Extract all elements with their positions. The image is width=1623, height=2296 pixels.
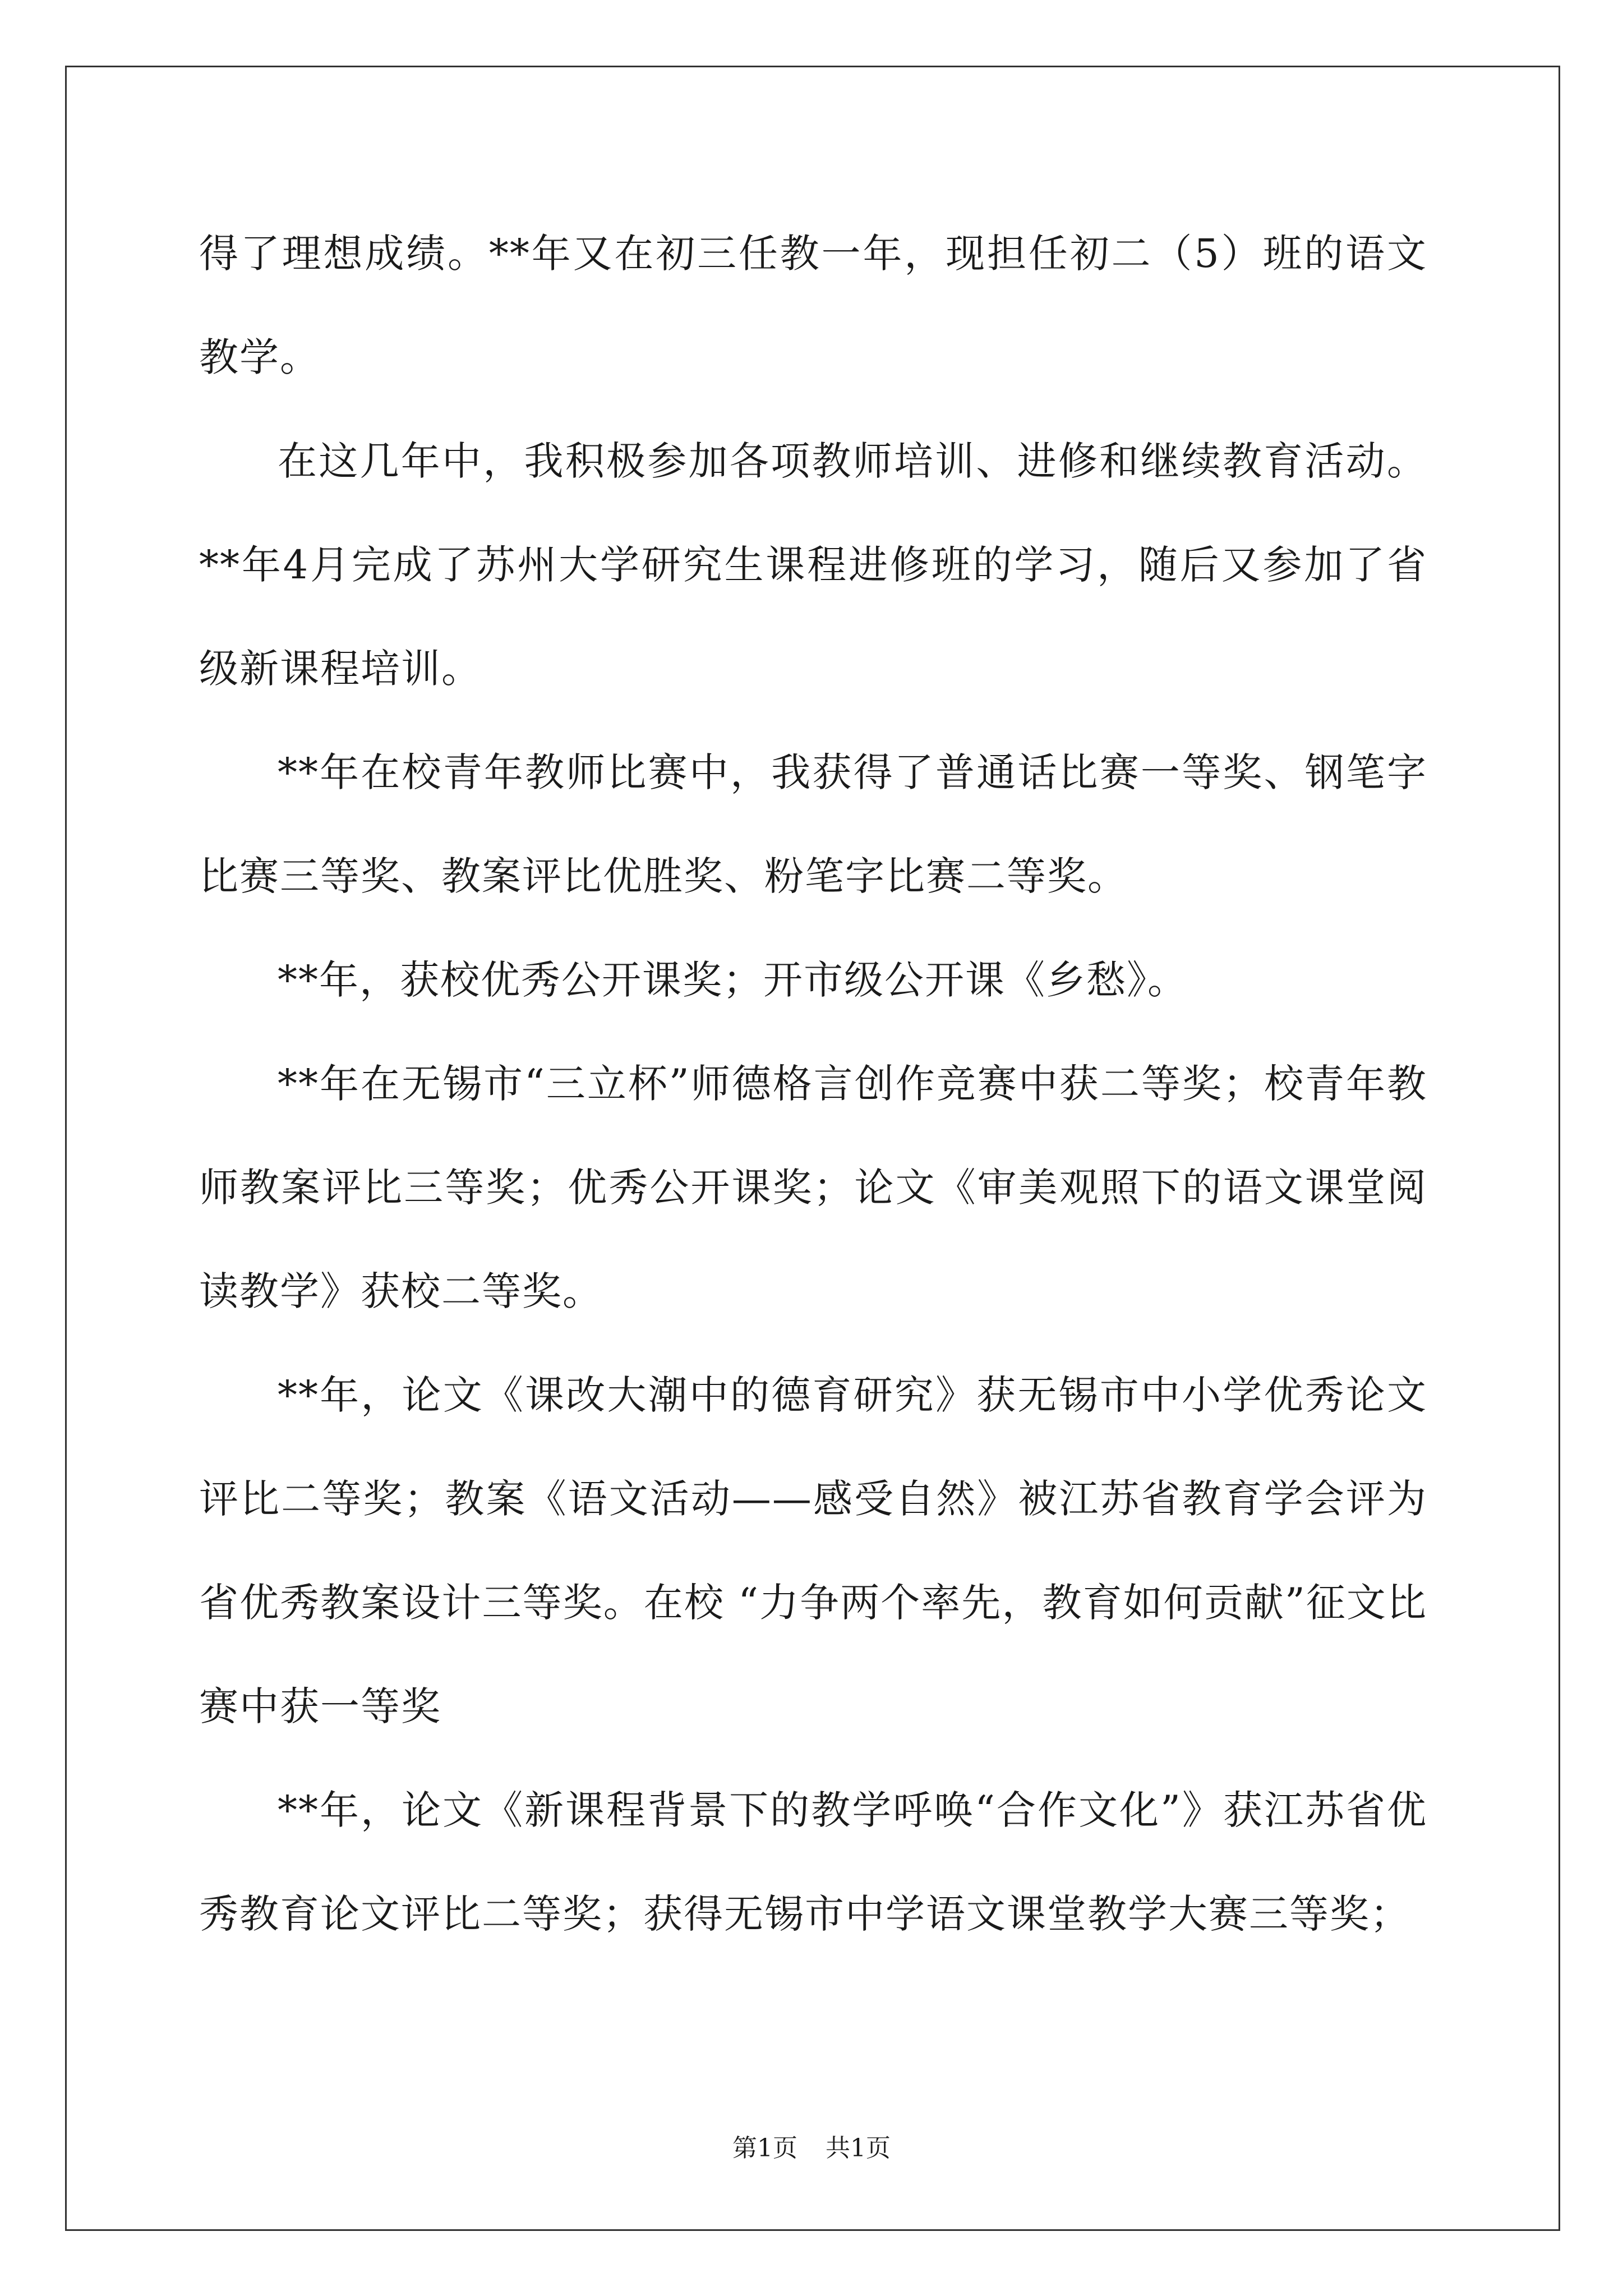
paragraph-7: **年，论文《新课程背景下的教学呼唤“合作文化”》获江苏省优秀教育论文评比二等奖；获得无锡市中学语文课堂教学大赛三等奖； <box>199 1787 1427 1937</box>
paragraph-1: 得了理想成绩。**年又在初三任教一年，现担任初二（5）班的语文教学。 <box>199 231 1427 380</box>
paragraph-3: **年在校青年教师比赛中，我获得了普通话比赛一等奖、钢笔字比赛三等奖、教案评比优胜奖、粉笔字比赛二等奖。 <box>199 749 1427 899</box>
page-number: 第1页 <box>732 2134 797 2162</box>
paragraph-2: 在这几年中，我积极参加各项教师培训、进修和继续教育活动。**年4月完成了苏州大学研究生课程进修班的学习，随后又参加了省级新课程培训。 <box>199 438 1427 692</box>
paragraph-5: **年在无锡市“三立杯”师德格言创作竞赛中获二等奖；校青年教师教案评比三等奖；优秀公开课奖；论文《审美观照下的语文课堂阅读教学》获校二等奖。 <box>199 1061 1427 1314</box>
page-footer <box>0 2132 1623 2165</box>
paragraph-4: **年，获校优秀公开课奖；开市级公开课《乡愁》。 <box>278 957 1188 1003</box>
paragraph-6: **年，论文《课改大潮中的德育研究》获无锡市中小学优秀论文评比二等奖；教案《语文活动——感受自然》被江苏省教育学会评为省优秀教案设计三等奖。在校 “力争两个率先，教育如何贡献”征文比赛中获一等奖 <box>199 1372 1427 1729</box>
page-total: 共1页 <box>826 2134 891 2162</box>
document-body <box>199 202 1427 1966</box>
